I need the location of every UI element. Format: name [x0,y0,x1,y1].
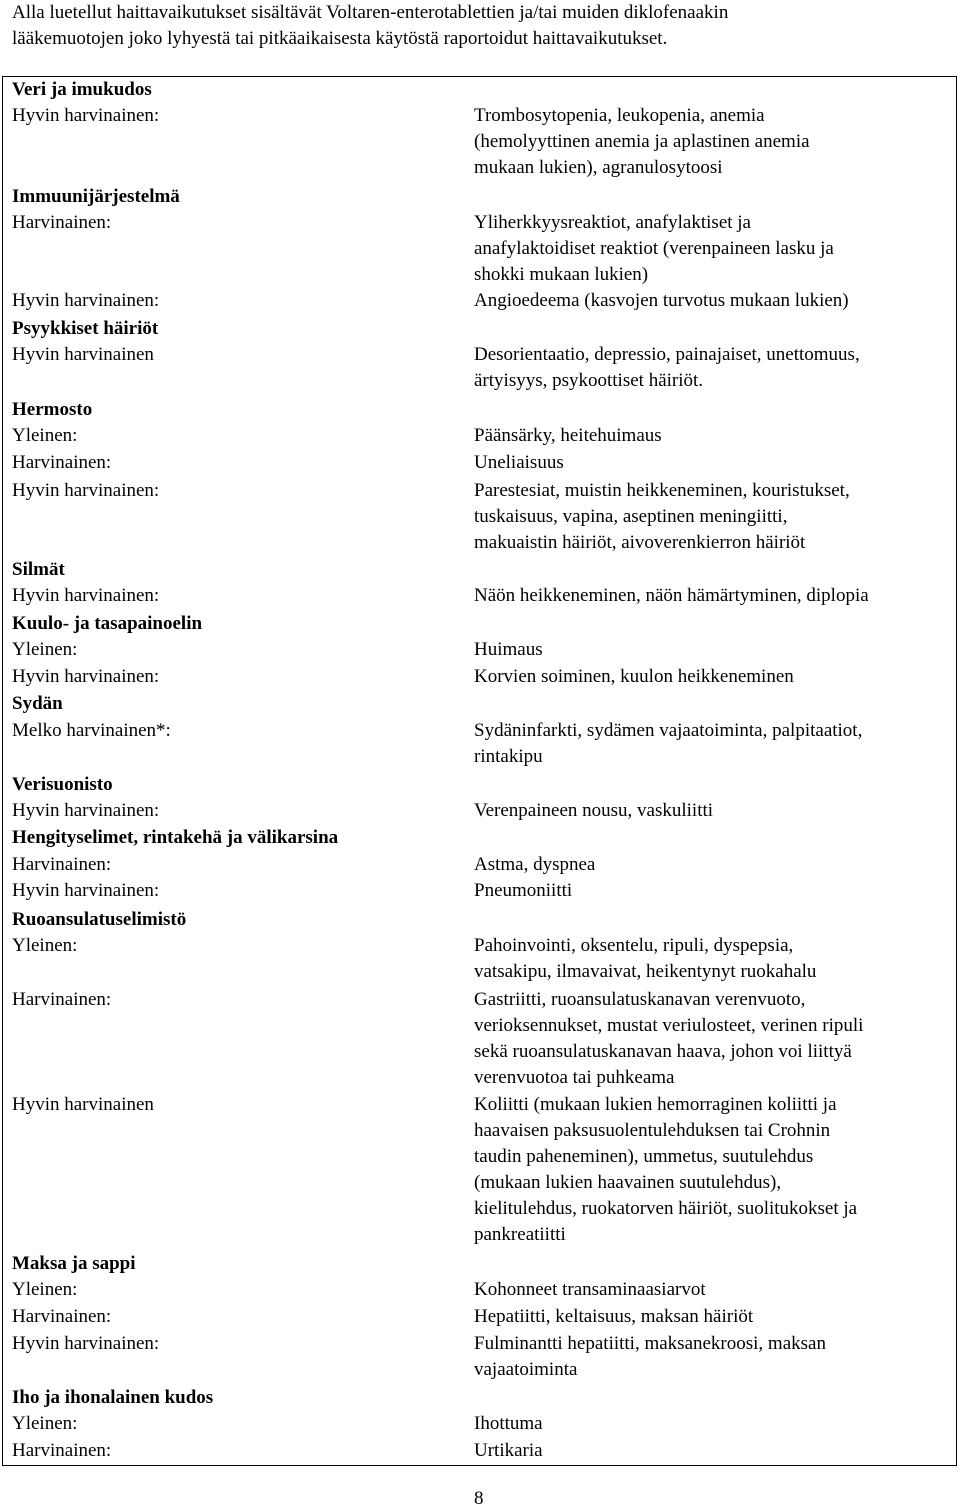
effect-text: Desorientaatio, depressio, painajaiset, unettomuus, [474,344,860,365]
section-title: Maksa ja sappi [12,1253,136,1274]
effect-text: kielitulehdus, ruokatorven häiriöt, suolitukokset ja [474,1198,858,1219]
effect-text: Kohonneet transaminaasiarvot [474,1279,706,1300]
frequency-label: Yleinen: [12,425,78,446]
intro-paragraph [12,0,942,52]
effect-text: mukaan lukien), agranulosytoosi [474,157,723,178]
effect-text: Näön heikkeneminen, näön hämärtyminen, diplopia [474,585,869,606]
section-title: Iho ja ihonalainen kudos [12,1387,214,1408]
frequency-label: Harvinainen: [12,854,112,875]
effect-text: rintakipu [474,746,543,767]
effect-text: Korvien soiminen, kuulon heikkeneminen [474,666,794,687]
section-title: Psyykkiset häiriöt [12,318,159,339]
effect-text: Trombosytopenia, leukopenia, anemia [474,105,765,126]
effect-text: anafylaktoidiset reaktiot (verenpaineen lasku ja [474,238,834,259]
effect-text: taudin paheneminen), ummetus, suutulehdus [474,1146,814,1167]
effect-text: Pneumoniitti [474,880,573,901]
section-title: Hermosto [12,399,93,420]
effect-text: Päänsärky, heitehuimaus [474,425,662,446]
effect-text: Uneliaisuus [474,452,564,473]
effect-text: sekä ruoansulatuskanavan haava, johon voi liittyä [474,1041,852,1062]
frequency-label: Hyvin harvinainen: [12,585,160,606]
section-title: Veri ja imukudos [12,79,152,100]
frequency-label: Hyvin harvinainen: [12,880,160,901]
section-title: Immuunijärjestelmä [12,186,180,207]
effect-text: (mukaan lukien haavainen suutulehdus), [474,1172,782,1193]
effect-text: shokki mukaan lukien) [474,264,649,285]
frequency-label: Hyvin harvinainen: [12,1333,160,1354]
effect-text: ärtyisyys, psykoottiset häiriöt. [474,370,704,391]
effect-text: Pahoinvointi, oksentelu, ripuli, dyspepsia, [474,935,794,956]
frequency-label: Melko harvinainen*: [12,720,171,741]
frequency-label: Yleinen: [12,935,78,956]
effect-text: Sydäninfarkti, sydämen vajaatoiminta, palpitaatiot, [474,720,863,741]
frequency-label: Yleinen: [12,1413,78,1434]
section-title: Verisuonisto [12,774,113,795]
effect-text: Yliherkkyysreaktiot, anafylaktiset ja [474,212,751,233]
frequency-label: Harvinainen: [12,989,112,1010]
frequency-label: Hyvin harvinainen: [12,105,160,126]
effect-text: Verenpaineen nousu, vaskuliitti [474,800,714,821]
intro-line: lääkemuotojen joko lyhyestä tai pitkäaikaisesta käytöstä raportoidut haittavaikutukset. [12,28,668,49]
frequency-label: Harvinainen: [12,212,112,233]
effect-text: Gastriitti, ruoansulatuskanavan verenvuoto, [474,989,806,1010]
effect-text: haavaisen paksusuolentulehduksen tai Crohnin [474,1120,831,1141]
frequency-label: Hyvin harvinainen: [12,290,160,311]
intro-line: Alla luetellut haittavaikutukset sisältävät Voltaren-enterotablettien ja/tai muiden diklofenaakin [12,2,729,23]
frequency-label: Yleinen: [12,1279,78,1300]
frequency-label: Hyvin harvinainen: [12,800,160,821]
effect-text: Ihottuma [474,1413,543,1434]
effect-text: tuskaisuus, vapina, aseptinen meningiitti, [474,506,788,527]
effect-text: makuaistin häiriöt, aivoverenkierron häiriöt [474,532,806,553]
effect-text: vajaatoiminta [474,1359,578,1380]
effect-text: (hemolyyttinen anemia ja aplastinen anemia [474,131,810,152]
section-title: Hengityselimet, rintakehä ja välikarsina [12,827,339,848]
frequency-label: Hyvin harvinainen: [12,480,160,501]
frequency-label: Harvinainen: [12,452,112,473]
effect-text: verenvuotoa tai puhkeama [474,1067,675,1088]
effect-text: Urtikaria [474,1440,543,1461]
frequency-label: Yleinen: [12,639,78,660]
frequency-label: Harvinainen: [12,1306,112,1327]
effect-text: Hepatiitti, keltaisuus, maksan häiriöt [474,1306,754,1327]
section-title: Silmät [12,559,65,580]
effect-text: pankreatiitti [474,1224,566,1245]
frequency-label: Hyvin harvinainen: [12,666,160,687]
effect-text: Koliitti (mukaan lukien hemorraginen koliitti ja [474,1094,837,1115]
effect-text: Angioedeema (kasvojen turvotus mukaan lukien) [474,290,849,311]
effect-text: Astma, dyspnea [474,854,596,875]
section-title: Sydän [12,693,63,714]
section-title: Ruoansulatuselimistö [12,909,187,930]
effect-text: verioksennukset, mustat veriulosteet, verinen ripuli [474,1015,864,1036]
frequency-label: Harvinainen: [12,1440,112,1461]
effect-text: Fulminantti hepatiitti, maksanekroosi, maksan [474,1333,826,1354]
frequency-label: Hyvin harvinainen [12,344,154,365]
effect-text: Huimaus [474,639,543,660]
page-number: 8 [474,1488,484,1509]
section-title: Kuulo- ja tasapainoelin [12,613,203,634]
frequency-label: Hyvin harvinainen [12,1094,154,1115]
effect-text: Parestesiat, muistin heikkeneminen, kouristukset, [474,480,850,501]
effect-text: vatsakipu, ilmavaivat, heikentynyt ruokahalu [474,961,817,982]
